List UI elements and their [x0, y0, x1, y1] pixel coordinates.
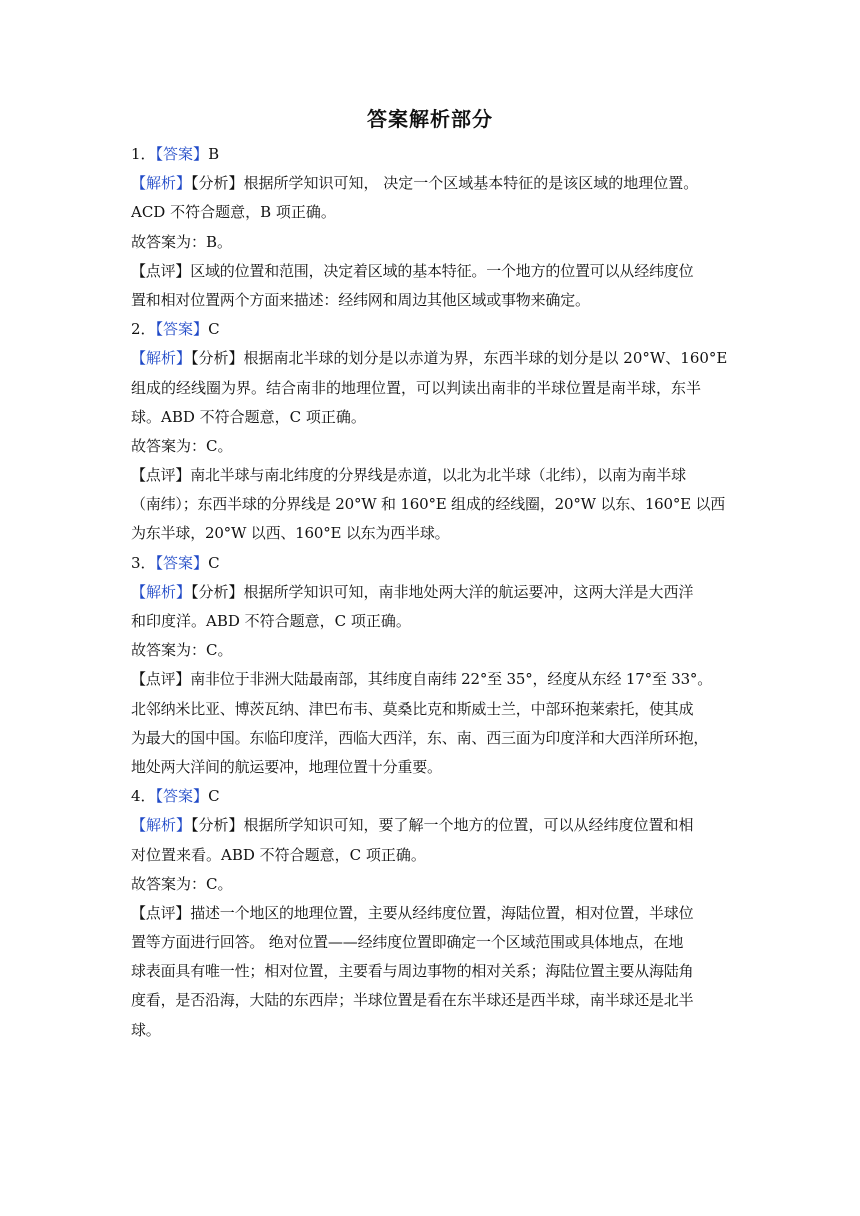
comment-line: 为东半球，20°W 以西、160°E 以东为西半球。	[131, 524, 450, 543]
answer-value: C	[208, 320, 220, 339]
analysis-text: 和印度洋。ABD 不符合题意，C 项正确。	[131, 612, 411, 630]
analysis-tag: 【解析】	[131, 582, 192, 601]
comment-line: 北邻纳米比亚、博茨瓦纳、津巴布韦、莫桑比克和斯威士兰，中部环抱莱索托，使其成	[131, 699, 694, 718]
answer-tag: 【答案】	[155, 320, 209, 339]
comment-line: 置和相对位置两个方面来描述：经纬网和周边其他区域或事物来确定。	[131, 290, 590, 309]
answer-value: C	[208, 787, 220, 806]
answer-line	[131, 782, 731, 811]
analysis-line	[131, 811, 731, 840]
comment-line: 度看，是否沿海，大陆的东西岸；半球位置是看在东半球还是西半球，南半球还是北半	[131, 991, 694, 1010]
question-block	[131, 140, 731, 315]
question-number: 1．	[131, 145, 156, 163]
analysis-text: 【分析】根据所学知识可知，要了解一个地方的位置，可以从经纬度位置和相	[191, 816, 694, 835]
analysis-tag: 【解析】	[131, 349, 192, 368]
conclusion-line: 故答案为：C。	[131, 641, 233, 660]
analysis-text: 组成的经线圈为界。结合南非的地理位置，可以判读出南非的半球位置是南半球，东半	[131, 378, 702, 397]
analysis-text: 【分析】根据所学知识可知，南非地处两大洋的航运要冲，这两大洋是大西洋	[191, 582, 694, 601]
analysis-line	[131, 607, 731, 636]
comment-line: 球表面具有唯一性；相对位置，主要看与周边事物的相对关系；海陆位置主要从海陆角	[131, 962, 694, 981]
comment-line: 【点评】南北半球与南北纬度的分界线是赤道，以北为北半球（北纬），以南为南半球	[131, 466, 686, 485]
question-number: 3．	[131, 553, 156, 572]
analysis-line	[131, 374, 731, 403]
analysis-line	[131, 578, 731, 607]
question-block	[131, 782, 731, 1045]
analysis-tag: 【解析】	[131, 816, 192, 835]
question-block	[131, 549, 731, 783]
analysis-line	[131, 403, 731, 432]
analysis-text: 对位置来看。ABD 不符合题意，C 项正确。	[131, 845, 426, 864]
answer-tag: 【答案】	[155, 145, 209, 163]
conclusion-line: 故答案为：C。	[131, 874, 233, 893]
answer-tag: 【答案】	[155, 787, 209, 806]
comment-line: 置等方面进行回答。 绝对位置——经纬度位置即确定一个区域范围或具体地点，在地	[131, 933, 684, 952]
comment-line: 为最大的国中国。东临印度洋，西临大西洋，东、南、西三面为印度洋和大西洋所环抱，	[131, 728, 709, 747]
analysis-text: ACD 不符合题意，B 项正确。	[131, 203, 336, 222]
answer-tag: 【答案】	[155, 553, 209, 572]
conclusion-line: 故答案为：B。	[131, 232, 233, 251]
comment-line: 地处两大洋间的航运要冲，地理位置十分重要。	[131, 757, 442, 776]
answer-line	[131, 549, 731, 578]
comment-line: 【点评】描述一个地区的地理位置，主要从经纬度位置，海陆位置，相对位置，半球位	[131, 903, 694, 922]
page-title: 答案解析部分	[367, 107, 493, 131]
comment-line: 球。	[131, 1020, 161, 1039]
comment-line: （南纬）；东西半球的分界线是 20°W 和 160°E 组成的经线圈，20°W 以东、160°E 以西	[131, 495, 726, 514]
comment-line: 【点评】南非位于非洲大陆最南部，其纬度自南纬 22°至 35°，经度从东经 17°至 33°。	[131, 670, 713, 689]
analysis-line	[131, 198, 731, 227]
question-block	[131, 315, 731, 549]
answer-content	[131, 140, 731, 1045]
analysis-text: 【分析】根据所学知识可知， 决定一个区域基本特征的是该区域的地理位置。	[191, 174, 699, 193]
conclusion-line: 故答案为：C。	[131, 436, 233, 455]
analysis-line	[131, 169, 731, 198]
analysis-line	[131, 841, 731, 870]
analysis-text: 【分析】根据南北半球的划分是以赤道为界，东西半球的划分是以 20°W、160°E	[191, 349, 728, 368]
comment-line: 【点评】区域的位置和范围，决定着区域的基本特征。一个地方的位置可以从经纬度位	[131, 261, 694, 280]
analysis-tag: 【解析】	[131, 174, 192, 193]
answer-line	[131, 315, 731, 344]
analysis-line	[131, 344, 731, 373]
question-number: 2．	[131, 320, 156, 339]
analysis-text: 球。ABD 不符合题意，C 项正确。	[131, 407, 366, 426]
answer-line	[131, 140, 731, 169]
answer-value: B	[208, 145, 220, 163]
answer-value: C	[208, 553, 220, 572]
question-number: 4．	[131, 787, 156, 806]
